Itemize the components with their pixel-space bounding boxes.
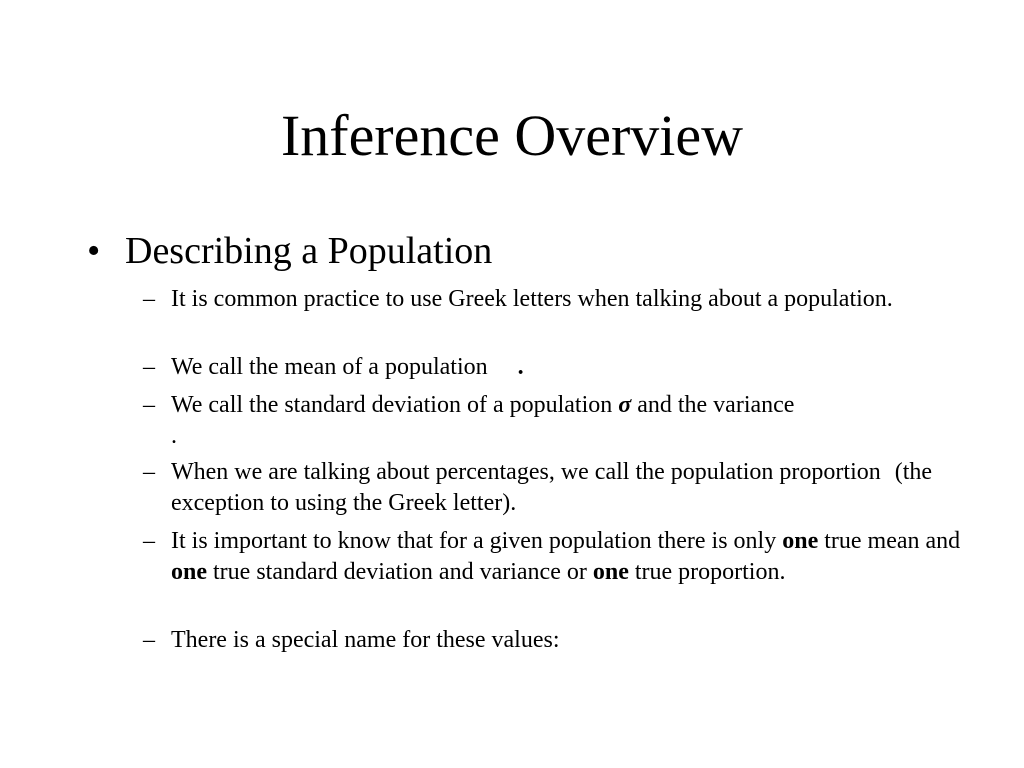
sub-item-important [143, 526, 963, 588]
one-emphasis: one [592, 559, 629, 585]
important-p1: It is important to know that for a given population there is only [171, 528, 777, 554]
sub-item-text [171, 457, 963, 519]
one-emphasis: one [171, 559, 207, 585]
dash-icon: – [143, 354, 155, 380]
mean-text: We call the mean of a population [171, 354, 488, 380]
dash-icon: – [143, 528, 155, 554]
sub-item-proportion [143, 457, 963, 519]
main-bullet [87, 225, 492, 277]
proportion-text: When we are talking about percentages, we call the population proportion [171, 459, 881, 485]
dash-icon: – [143, 286, 155, 312]
main-bullet-text: Describing a Population [125, 230, 493, 272]
sub-item-greek [143, 284, 963, 315]
variance-end: . [171, 423, 177, 449]
sub-item-mean [143, 352, 963, 383]
important-p2: true mean and [824, 528, 961, 554]
sd-text: We call the standard deviation of a population [171, 392, 613, 418]
dash-icon: – [143, 459, 155, 485]
sub-item-text [171, 526, 963, 588]
sub-item-text: It is common practice to use Greek letters when talking about a population. [171, 286, 893, 312]
sigma-symbol: σ [618, 392, 632, 418]
sd-text2: and the variance [637, 392, 795, 418]
slide-title: Inference Overview [280, 103, 744, 168]
dash-icon: – [143, 392, 155, 418]
one-emphasis: one [782, 528, 819, 554]
sub-item-text: There is a special name for these values: [171, 627, 560, 653]
sub-item-text [171, 352, 963, 383]
sub-item-sd [143, 390, 963, 452]
sub-item-text [171, 390, 963, 452]
bullet-dot-icon: • [87, 230, 101, 272]
important-p4: true proportion. [634, 559, 786, 585]
mean-end: . [517, 354, 524, 380]
sub-item-special [143, 625, 963, 656]
important-p3: true standard deviation and variance or [213, 559, 587, 585]
proportion-text2: (the exception to using the Greek letter). [171, 459, 933, 516]
dash-icon: – [143, 627, 155, 653]
